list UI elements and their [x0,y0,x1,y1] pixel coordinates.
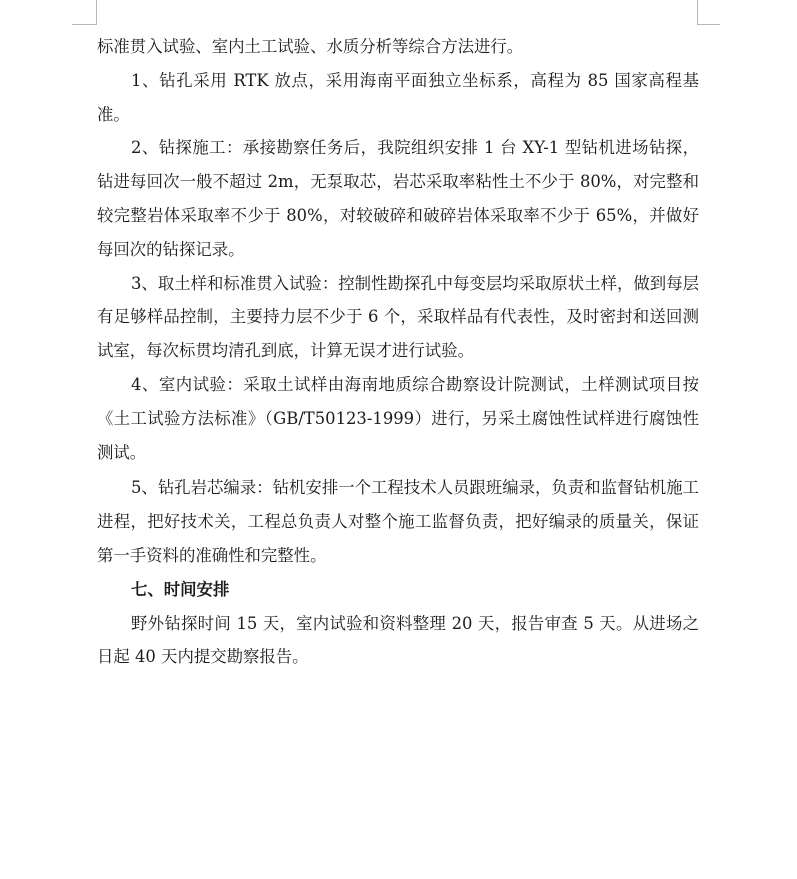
paragraph-item-2: 2、钻探施工：承接勘察任务后，我院组织安排 1 台 XY-1 型钻机进场钻探，钻进每回次一般不超过 2m，无泵取芯，岩芯采取率粘性土不少于 80%，对完整和较完整岩体采取率不少于 80%，对较破碎和破碎岩体采取率不少于 65%，并做好每回次的钻探记录。 [97,138,699,259]
crop-mark-top-right [697,0,720,25]
section-heading: 七、时间安排 [131,579,230,599]
paragraph-schedule: 野外钻探时间 15 天，室内试验和资料整理 20 天，报告审查 5 天。从进场之日起 40 天内提交勘察报告。 [97,613,699,667]
crop-mark-top-left [72,0,97,25]
paragraph-item-3: 3、取土样和标准贯入试验：控制性勘探孔中每变层均采取原状土样，做到每层有足够样品控制，主要持力层不少于 6 个，采取样品有代表性，及时密封和送回测试室，每次标贯均清孔到底，计算无误才进行试验。 [97,273,699,361]
paragraph-item-5: 5、钻孔岩芯编录：钻机安排一个工程技术人员跟班编录，负责和监督钻机施工进程，把好技术关，工程总负责人对整个施工监督负责，把好编录的质量关，保证第一手资料的准确性和完整性。 [97,478,699,565]
paragraph-item-1: 1、钻孔采用 RTK 放点，采用海南平面独立坐标系，高程为 85 国家高程基准。 [97,70,699,124]
document-body [97,30,699,674]
paragraph-item-4: 4、室内试验：采取土试样由海南地质综合勘察设计院测试，土样测试项目按《土工试验方法标准》（GB/T50123-1999）进行，另采土腐蚀性试样进行腐蚀性测试。 [97,374,699,462]
paragraph-continuation: 标准贯入试验、室内土工试验、水质分析等综合方法进行。 [97,37,524,56]
